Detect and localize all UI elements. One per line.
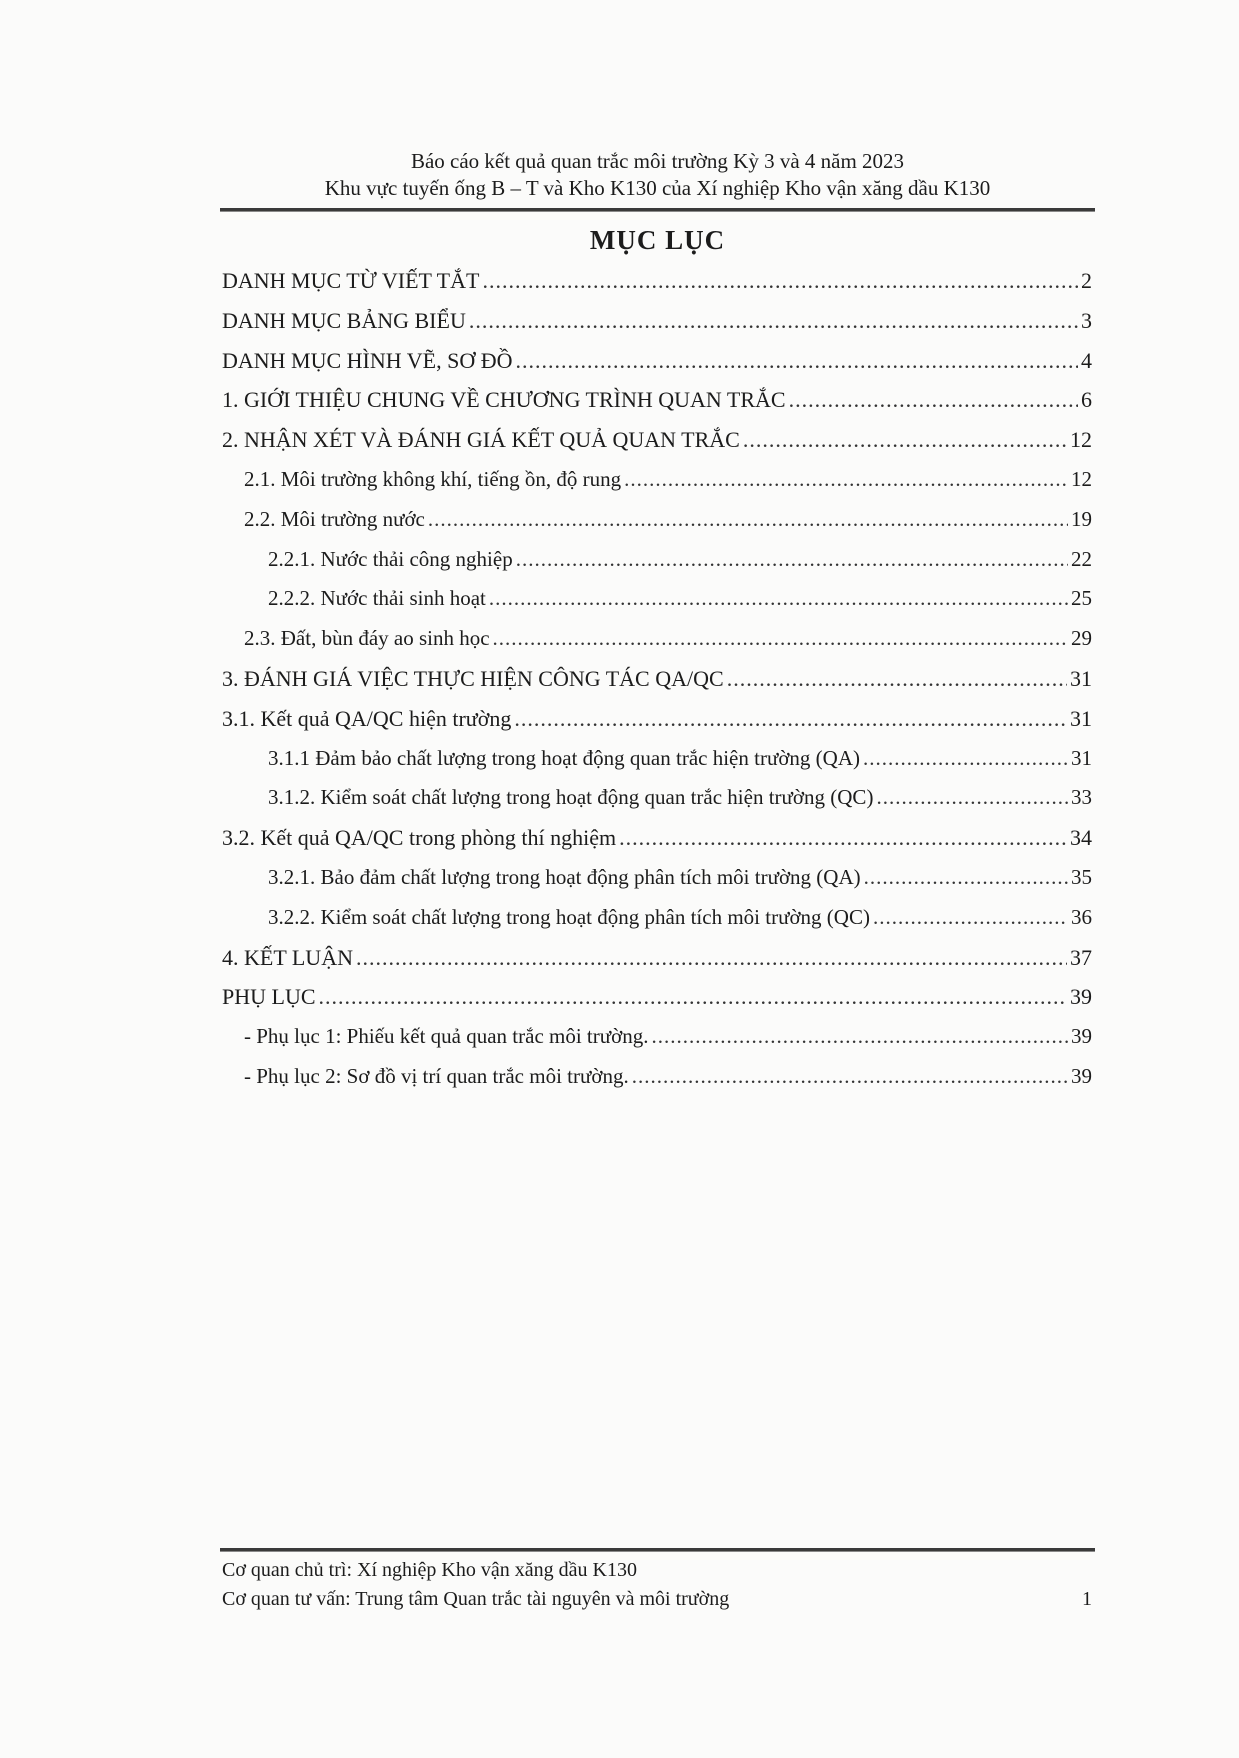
footer-divider	[220, 1548, 1095, 1552]
footer-line-2: Cơ quan tư vấn: Trung tâm Quan trắc tài nguyên và môi trường	[222, 1588, 730, 1610]
header-line-2: Khu vực tuyến ống B – T và Kho K130 của Xí nghiệp Kho vận xăng dầu K130	[324, 176, 991, 200]
footer-line-1: Cơ quan chủ trì: Xí nghiệp Kho vận xăng dầu K130	[222, 1559, 637, 1581]
header-line-1: Báo cáo kết quả quan trắc môi trường Kỳ 3 và 4 năm 2023	[410, 149, 905, 173]
toc-entry[interactable]: 3. ĐÁNH GIÁ VIỆC THỰC HIỆN CÔNG TÁC QA/QC ..... 31	[222, 666, 1092, 706]
toc-entry[interactable]: 3.1.1 Đảm bảo chất lượng trong hoạt động quan trắc hiện trường (QA) ..... 31	[222, 746, 1092, 786]
toc-entry[interactable]: 3.2.2. Kiểm soát chất lượng trong hoạt động phân tích môi trường (QC) ..... 36	[222, 905, 1092, 945]
toc-entry[interactable]: - Phụ lục 1: Phiếu kết quả quan trắc môi trường. ..... 39	[222, 1024, 1092, 1064]
header-divider	[220, 208, 1095, 212]
toc-entry[interactable]: 2.2.2. Nước thải sinh hoạt ..... 25	[222, 586, 1092, 626]
toc-entry[interactable]: 4. KẾT LUẬN ..... 37	[222, 945, 1092, 985]
toc-entry[interactable]: DANH MỤC TỪ VIẾT TẮT ..... 2	[222, 268, 1092, 308]
toc-entry[interactable]: 3.1. Kết quả QA/QC hiện trường ..... 31	[222, 706, 1092, 746]
toc-entry[interactable]: PHỤ LỤC ..... 39	[222, 984, 1092, 1024]
running-footer	[222, 1556, 1092, 1614]
toc-entry[interactable]: DANH MỤC BẢNG BIỂU ..... 3	[222, 308, 1092, 348]
toc-entry[interactable]: 2.2. Môi trường nước ..... 19	[222, 507, 1092, 547]
toc-entry[interactable]: 3.2.1. Bảo đảm chất lượng trong hoạt động phân tích môi trường (QA) ..... 35	[222, 865, 1092, 905]
toc-entry[interactable]: 2.1. Môi trường không khí, tiếng ồn, độ rung ..... 12	[222, 467, 1092, 507]
toc-entry[interactable]: 3.2. Kết quả QA/QC trong phòng thí nghiệm ..... 34	[222, 825, 1092, 865]
toc-entry[interactable]: - Phụ lục 2: Sơ đồ vị trí quan trắc môi trường. ..... 39	[222, 1064, 1092, 1104]
toc-title: MỤC LỤC	[589, 225, 726, 255]
table-of-contents	[222, 268, 1092, 1104]
toc-entry[interactable]: 2.2.1. Nước thải công nghiệp ..... 22	[222, 547, 1092, 587]
running-header	[220, 148, 1095, 202]
page-number: 1	[1082, 1588, 1092, 1610]
toc-entry[interactable]: 1. GIỚI THIỆU CHUNG VỀ CHƯƠNG TRÌNH QUAN TRẮC ..... 6	[222, 387, 1092, 427]
toc-entry[interactable]: 3.1.2. Kiểm soát chất lượng trong hoạt động quan trắc hiện trường (QC) ..... 33	[222, 785, 1092, 825]
toc-entry[interactable]: 2.3. Đất, bùn đáy ao sinh học ..... 29	[222, 626, 1092, 666]
toc-entry[interactable]: DANH MỤC HÌNH VẼ, SƠ ĐỒ ..... 4	[222, 348, 1092, 388]
toc-entry[interactable]: 2. NHẬN XÉT VÀ ĐÁNH GIÁ KẾT QUẢ QUAN TRẮC ..... 12	[222, 427, 1092, 467]
